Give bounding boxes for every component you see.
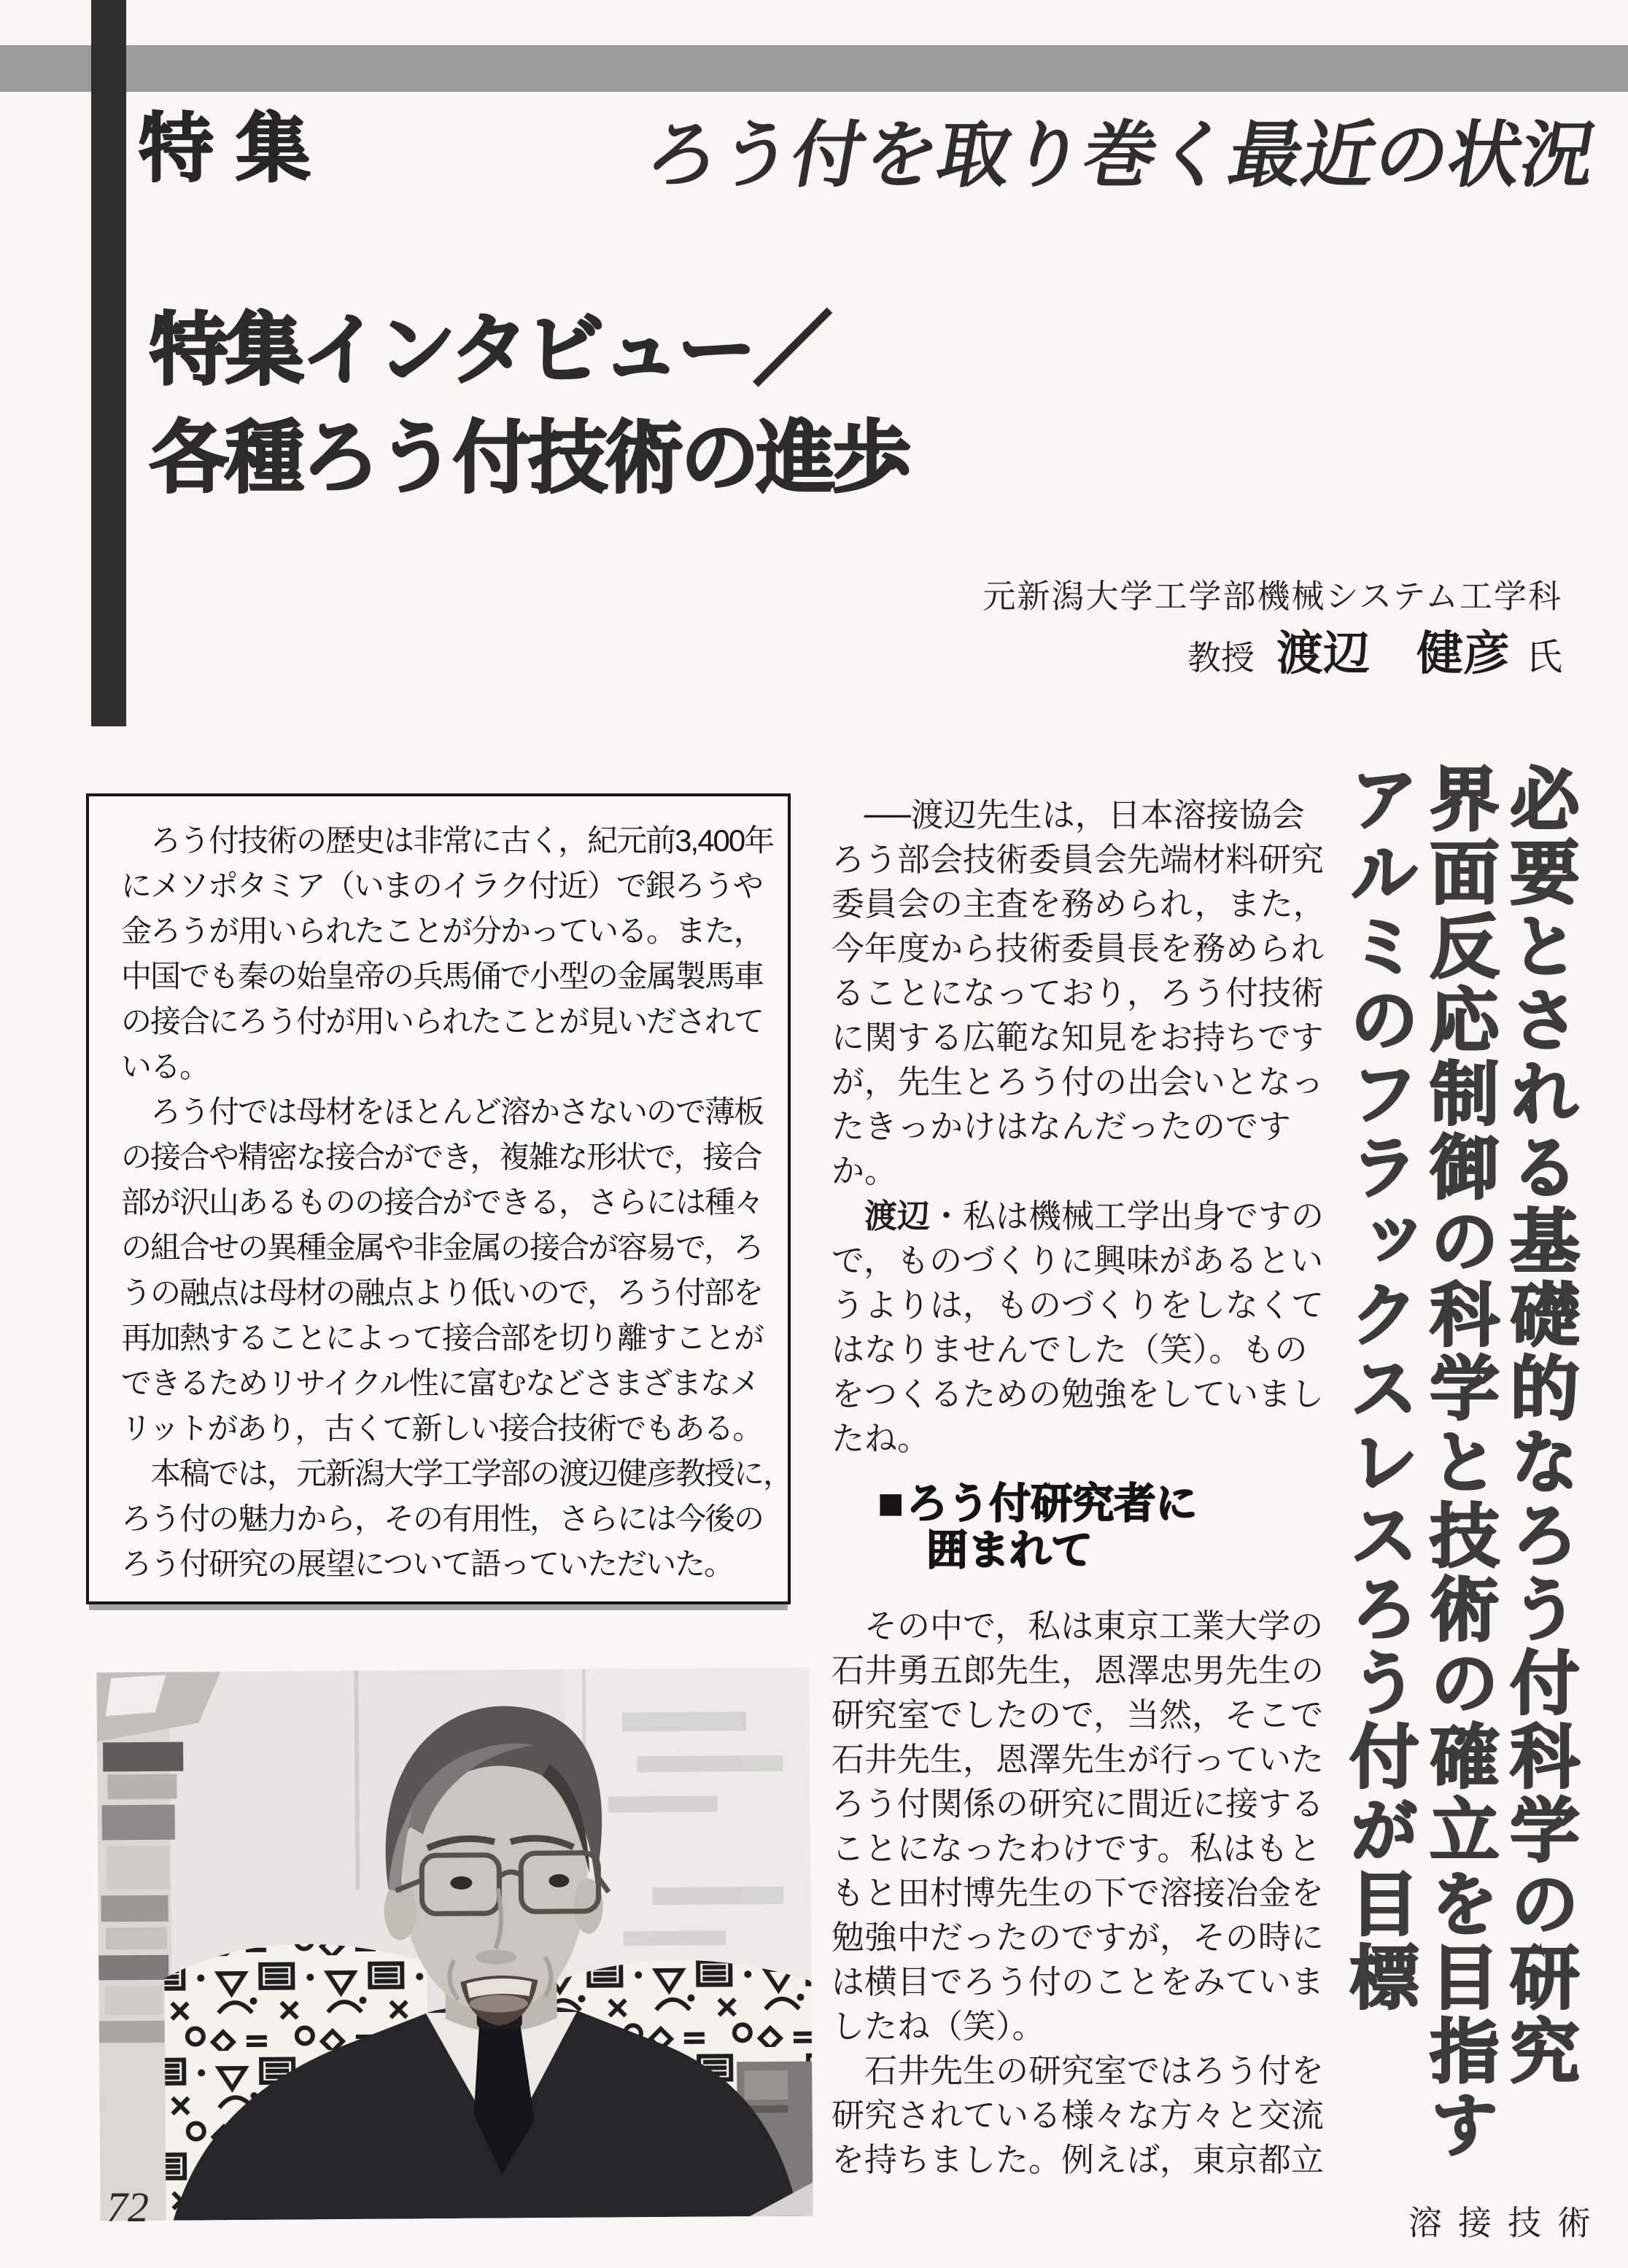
feature-label: 特集 [139,106,333,190]
intro-summary-box [86,793,791,1604]
interview-answer2 [832,1604,1333,2183]
section-square-icon: ■ [878,1480,904,1527]
text-line: 研究室でしたので，当然，そこで [832,1697,1324,1733]
section-subheading [832,1480,1333,1574]
text-line: にメソポタミア（いまのイラク付近）で銀ろうや [121,869,762,903]
text-line: たね。 [832,1421,931,1457]
text-line: ることになっており，ろう付技術 [832,975,1325,1011]
left-black-bar [91,0,126,726]
text-line: は横目でろう付のことをみていま [832,1964,1325,2000]
text-line: ろう部会技術委員会先端材料研究 [832,842,1325,878]
indent [832,1198,864,1235]
interview-column [832,793,1333,2183]
author-honorific: 氏 [1526,637,1562,677]
author-name: 渡辺 健彦 [1276,628,1510,680]
text-line: ろう付技術の歴史は非常に古く，紀元前3,400年 [121,823,774,858]
headline-line1: 特集インタビュー／ [150,306,829,394]
text-line: 石井先生，恩澤先生が行っていた [832,1741,1325,1778]
text-line: 石井勇五郎先生，恩澤忠男先生の [832,1653,1325,1689]
text-line: で，ものづくりに興味があるとい [832,1243,1324,1279]
text-line: 本稿では，元新潟大学工学部の渡辺健彦教授に， [121,1456,793,1491]
text-line: もと田村博先生の下で溶接冶金を [832,1875,1325,1911]
text-line: いる。 [121,1049,209,1084]
subheading-line2: 囲まれて [926,1527,1093,1574]
interview-answer-first-line [832,1194,1333,1239]
page-number: 72 [106,2183,149,2231]
author-title: 教授 [1187,640,1255,677]
byline-author [982,628,1562,680]
text-line: 今年度から技術委員長を務められ [832,931,1325,967]
text-line: 部が沢山あるものの接合ができる，さらには種々 [121,1185,764,1219]
text-line: の組合せの異種金属や非金属の接合が容易で，ろ [121,1230,763,1265]
text-line: できるためリサイクル性に富むなどさまざまなメ [121,1366,759,1400]
journal-title: 溶接技術 [1408,2205,1607,2242]
text-line: したね（笑）。 [832,2008,1045,2045]
text-line: たきっかけはなんだったのです [832,1108,1292,1145]
text-line: リットがあり，古くて新しい接合技術でもある。 [121,1411,762,1445]
text-line: ろう付の魅力から，その有用性，さらには今後の [121,1502,764,1536]
text-line: が，先生とろう付の出会いとなっ [832,1064,1325,1100]
text-line: うの融点は母材の融点より低いので，ろう付部を [121,1275,763,1310]
interview-answer1 [832,1239,1333,1461]
subheading-text: ろう付研究者に [906,1480,1198,1527]
headline-line2: 各種ろう付技術の進歩 [150,413,909,502]
text-line: ろう付関係の研究に間近に接する [832,1786,1325,1822]
byline-affiliation: 元新潟大学工学部機械システム工学科 [982,578,1562,615]
portrait-photo [96,1668,813,2221]
text-line: 再加熱することによって接合部を切り離すことが [121,1321,764,1355]
top-gray-band [0,45,1628,92]
subheading-line1 [832,1480,1333,1527]
text-line: ろう付研究の展望について語っていただいた。 [121,1547,734,1581]
text-line: はなりませんでした（笑）。もの [832,1332,1308,1368]
text-line: 委員会の主査を務められ，また， [832,886,1326,923]
text-line: の接合や精密な接合ができ，複雑な形状で，接合 [121,1140,761,1174]
feature-topic-title: ろう付を取り巻く最近の状況 [639,115,1602,196]
speaker-name: 渡辺 [864,1197,931,1235]
text-line: うよりは，ものづくりをしなくて [832,1287,1325,1324]
text-line: ろう付では母材をほとんど溶かさないので薄板 [121,1095,764,1129]
text-line: をつくるための勉強をしていまし [832,1376,1325,1413]
vertical-headline-col1: 必要とされる基礎的なろう付科学の研究 [1500,763,1578,2089]
text-line: ──渡辺先生は，日本溶接協会 [832,797,1305,834]
text-line: 金ろうが用いられたことが分かっている。また， [121,914,764,948]
text-line: に関する広範な知見をお持ちです [832,1020,1324,1056]
byline [982,578,1562,680]
text-line: 中国でも秦の始皇帝の兵馬俑で小型の金属製馬車 [121,959,764,993]
intro-box-text [121,818,793,1587]
interview-question [832,793,1333,1194]
text-line: を持ちました。例えば，東京都立 [832,2142,1325,2178]
vertical-headline-col3: アルミのフラックスレスろう付が目標 [1340,763,1417,2015]
text-line: その中で，私は東京工業大学の [832,1608,1324,1644]
vertical-headline-col2: 界面反応制御の科学と技術の確立を目指す [1420,763,1497,2162]
answer-text: ・私は機械工学出身ですの [930,1198,1325,1235]
text-line: 石井先生の研究室ではろう付を [832,2053,1325,2089]
text-line: ことになったわけです。私はもと [832,1830,1322,1867]
text-line: の接合にろう付が用いられたことが見いだされて [121,1004,764,1038]
text-line: 勉強中だったのですが，その時に [832,1919,1325,1956]
text-line: 研究されている様々な方々と交流 [832,2097,1325,2134]
text-line: か。 [832,1153,898,1189]
